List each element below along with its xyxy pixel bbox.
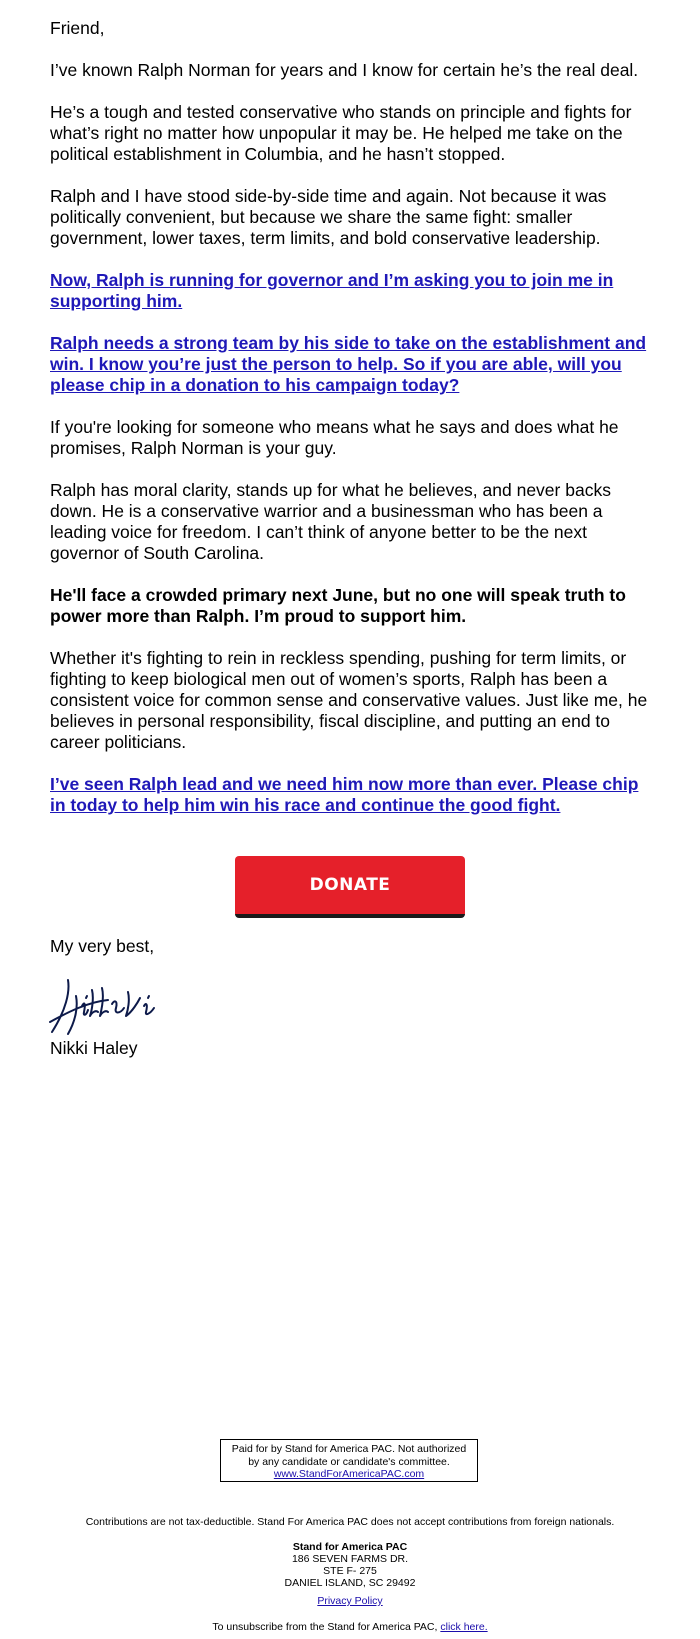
privacy-row [0, 1595, 700, 1607]
address-line: STE F- 275 [323, 1565, 377, 1577]
link-paragraph [50, 774, 655, 816]
paragraph: If you're looking for someone who means what he says and does what he promises, Ralph Norman is your guy. [50, 417, 619, 458]
closing: My very best, [50, 936, 155, 956]
signer-name: Nikki Haley [50, 1038, 138, 1058]
address-line: DANIEL ISLAND, SC 29492 [284, 1577, 416, 1589]
link-paragraph [50, 333, 655, 396]
disclaimer-line: by any candidate or candidate's committee. [248, 1455, 450, 1468]
pac-website-link[interactable]: www.StandForAmericaPAC.com [273, 1468, 425, 1480]
email-body [50, 18, 655, 837]
contributions-notice: Contributions are not tax-deductible. Stand For America PAC does not accept contributions from foreign nationals. [85, 1516, 615, 1528]
bold-paragraph: He'll face a crowded primary next June, but no one will speak truth to power more than Ralph. I’m proud to support him. [50, 585, 626, 626]
paragraph: He’s a tough and tested conservative who stands on principle and fights for what’s right no matter how unpopular it may be. He helped me take on the political establishment in Columbia, and he hasn’t stopped. [50, 102, 632, 164]
link-paragraph [50, 270, 655, 312]
paragraph: Ralph has moral clarity, stands up for what he believes, and never backs down. He is a conservative warrior and a businessman who has been a leading voice for freedom. I can’t think of anyone better to be the next governor of South Carolina. [50, 480, 611, 563]
paragraph: Ralph and I have stood side-by-side time and again. Not because it was politically convenient, but because we share the same fight: smaller government, lower taxes, term limits, and bold conservative leadership. [50, 186, 607, 248]
donate-button-container [235, 856, 465, 918]
donate-button[interactable]: DONATE [235, 856, 465, 918]
unsubscribe-link[interactable]: click here. [440, 1621, 488, 1633]
unsubscribe-row [0, 1621, 700, 1633]
unsubscribe-text: To unsubscribe from the Stand for America PAC, [212, 1621, 438, 1633]
donate-link-3[interactable]: I’ve seen Ralph lead and we need him now more than ever. Please chip in today to help him win his race and continue the good fight. [50, 774, 639, 815]
paid-for-disclaimer [220, 1439, 478, 1482]
paragraph: Whether it's fighting to rein in reckless spending, pushing for term limits, or fighting to keep biological men out of women’s sports, Ralph has been a consistent voice for common sense and conservative values. Just like me, he believes in personal responsibility, fiscal discipline, and putting an end to career politicians. [50, 648, 648, 752]
donate-link-2[interactable]: Ralph needs a strong team by his side to take on the establishment and win. I know you’re just the person to help. So if you are able, will you please chip in a donation to his campaign today? [50, 333, 647, 395]
disclaimer-line: Paid for by Stand for America PAC. Not authorized [231, 1443, 467, 1455]
org-name: Stand for America PAC [292, 1541, 408, 1553]
greeting: Friend, [50, 18, 105, 38]
signature-image [48, 972, 163, 1038]
address-line: 186 SEVEN FARMS DR. [291, 1553, 409, 1565]
paragraph: I’ve known Ralph Norman for years and I know for certain he’s the real deal. [50, 60, 639, 80]
donate-link-1[interactable]: Now, Ralph is running for governor and I’m asking you to join me in supporting him. [50, 270, 614, 311]
footer-address [0, 1541, 700, 1589]
privacy-policy-link[interactable]: Privacy Policy [317, 1595, 383, 1607]
